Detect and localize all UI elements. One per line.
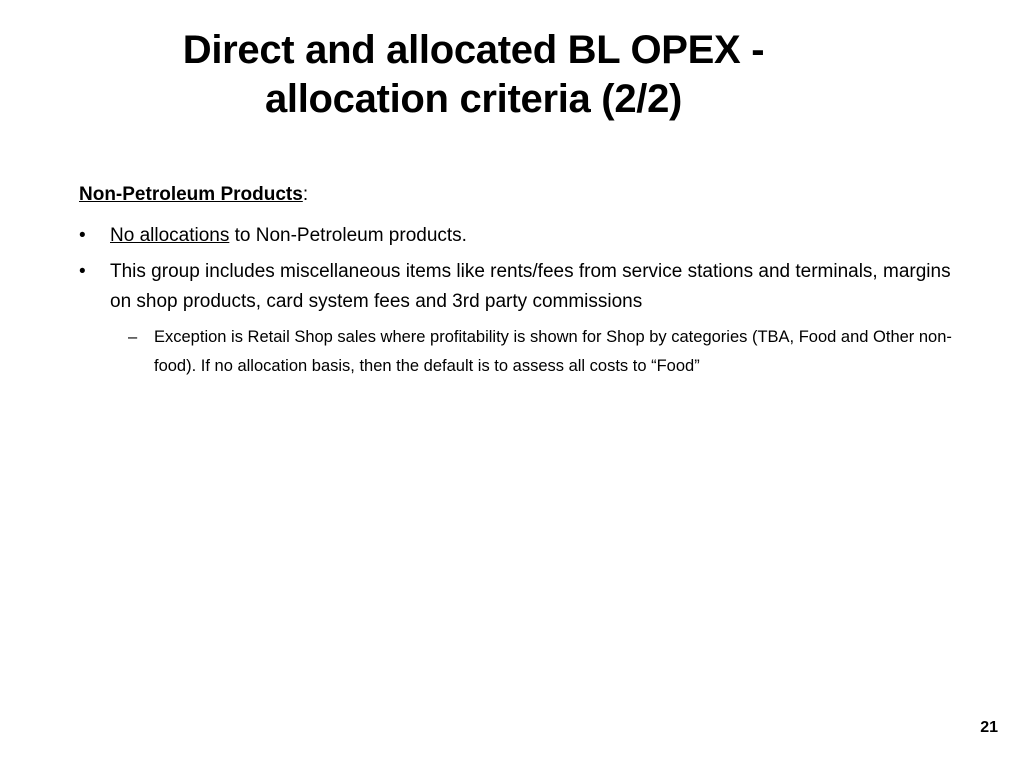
sub-bullet-item-exception <box>128 323 959 381</box>
bullet-underlined-text: No allocations <box>110 225 230 246</box>
sub-bullet-text: Exception is Retail Shop sales where profitability is shown for Shop by categories (TBA, Food and Other non-food). If no allocation basis, then the default is to assess all costs to “Food” <box>154 328 952 375</box>
section-heading <box>79 181 959 209</box>
title-line-2: allocation criteria (2/2) <box>264 77 683 121</box>
bullet-item-no-allocations <box>79 221 959 251</box>
section-heading-text: Non-Petroleum Products <box>79 184 303 205</box>
sub-bullet-marker: – <box>128 328 138 346</box>
bullet-marker: • <box>79 225 86 246</box>
bullet-marker: • <box>79 261 86 282</box>
section-heading-colon: : <box>302 184 309 205</box>
title-line-1: Direct and allocated BL OPEX - <box>182 28 765 72</box>
slide-body <box>79 181 959 381</box>
page-number: 21 <box>980 719 998 736</box>
bullet-text: to Non-Petroleum products. <box>229 225 467 246</box>
slide-title <box>96 26 851 124</box>
bullet-text: This group includes miscellaneous items like rents/fees from service stations and terminals, margins on shop products, card system fees and 3rd party commissions <box>110 261 951 312</box>
bullet-item-group-description <box>79 257 959 317</box>
